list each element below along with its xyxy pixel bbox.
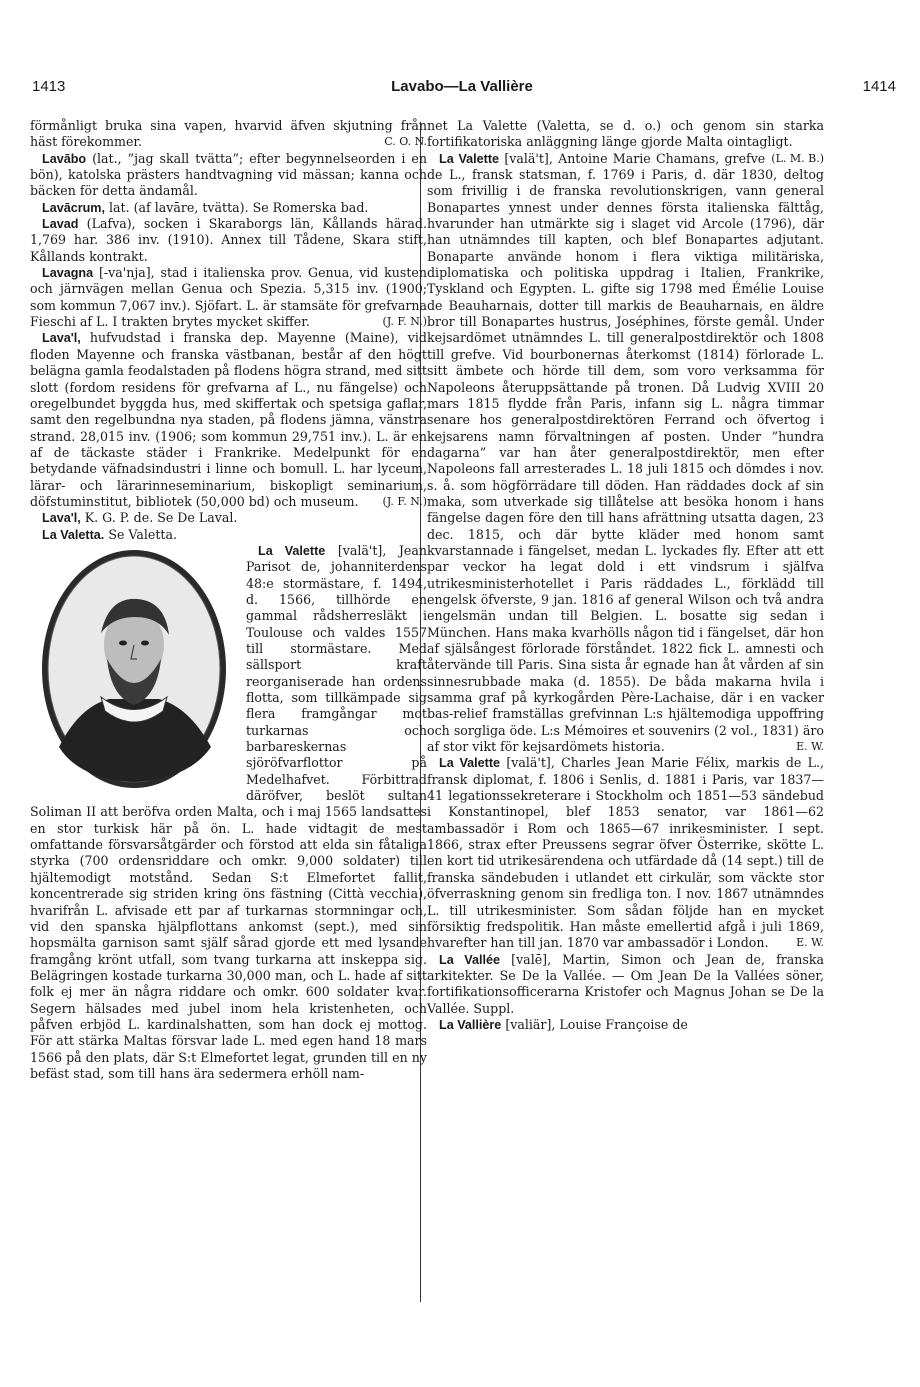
headword: La Valetta. [42, 527, 105, 542]
headword: Lavagna [42, 266, 94, 281]
entry-lavabo: Lavābo (lat., ”jag skall tvätta”; efter begynnelseorden i en bön), katolska prästers handtvagning vid mässan; kanna och bäcken för detta ändamål. [30, 150, 427, 199]
running-title: Lavabo—La Vallière [391, 78, 533, 95]
entry-signature: C. O. N. [384, 135, 427, 149]
entry-laval-city: Lava'l, hufvudstad i franska dep. Mayenne (Maine), vid floden Mayenne och franska västbanan, består af den högt belägna gamla feodalstaden på flodens högra strand, med sitt slott (fordom residens för grefvarna af L., nu fängelse) och oregelbundet byggda hus, med skiffertak och spetsiga gaflar, samt den regelbundna nya staden, på flodens jämna, vänstra strand. 28,015 inv. (1906; som kommun 29,751 inv.). L. är en af de täckaste städer i Frankrike. Medelpunkt för en betydande väfnadsindustri i linne och bomull. L. har lyceum, lärar- och lärarinneseminarium, biskopligt seminarium, döfstuminstitut, bibliotek (50,000 bd) och museum. (J. F. N.) [30, 330, 427, 509]
entry-laval-person: Lava'l, K. G. P. de. Se De Laval. [42, 510, 238, 526]
right-column [427, 118, 824, 1033]
entry-la-valliere: La Vallière [valiär], Louise Françoise de [439, 1016, 688, 1032]
entry-la-valette-charles: La Valette [valä't], Charles Jean Marie Félix, markis de L., fransk diplomat, f. 1806 i Senlis, d. 1881 i Paris, var 1837—41 legationssekreterare i Stockholm och 1851—53 sändebud i Konstantinopel, blef 1853 senator, var 1861—62 ambassadör i Rom och 1865—67 inrikesminister. I sept. 1866, strax efter Preussens segrar öfver Österrike, skötte L. en kort tid utrikesärendena och utfärdade då (14 sept.) till de franska sändebuden i utlandet ett cirkulär, som väckte stor öfverraskning genom sin fredliga ton. I nov. 1867 utnämndes L. till utrikesminister. Som sådan följde han en mycket försiktig fredspolitik. Han måste emellertid afgå i juli 1869, hvarefter han till jan. 1870 var ambassadör i London. E. W. [427, 755, 824, 951]
headword: Lava'l, [42, 331, 81, 346]
headword: La Vallée [439, 952, 501, 967]
headword: La Vallière [439, 1017, 502, 1032]
entry-lavagna: Lavagna [-va'nja], stad i italienska prov. Genua, vid kusten och järnvägen mellan Genua och Spezia. 5,315 inv. (1900; som kommun 7,067 inv.). Sjöfart. L. är stamsäte för grefvarna Fieschi af L. I trakten brytes mycket skiffer. (J. F. N.) [30, 265, 427, 330]
headword: Lavācrum, [42, 200, 105, 215]
entry-la-valette-antoine: La Valette [valä't], Antoine Marie Chamans, grefve de L., fransk statsman, f. 1769 i Paris, d. där 1830, deltog som frivillig i de franska revolutionskrigen, vann general Bonapartes ynnest under dennes första italienska fälttåg, hvarunder han utmärkte sig i slaget vid Arcole (1796), där han utnämndes till kapten, och blef Bonapartes adjutant. Bonaparte använde honom i flera viktiga militäriska, diplomatiska och politiska uppdrag i Italien, Frankrike, Tyskland och Egypten. L. gifte sig 1798 med Émélie Louise de Beauharnais, dotter till markis de Beauharnais, en äldre bror till Bonapartes hustrus, Joséphines, förste gemål. Under kejsardömet utnämndes L. till generalpostdirektör och 1808 till grefve. Vid bourbonernas återkomst (1814) förlorade L. sitt ämbete och hörde till dem, som voro verksamma för Napoleons återuppsättande på tronen. Då Ludvig XVIII 20 mars 1815 flydde från Paris, infann sig L. några timmar senare hos generalpostdirektören Ferrand och öfvertog i kejsarens namn förvaltningen af posten. Under ”hundra dagarna” var han åter generalpostdirektör, men efter Napoleons fall arresterades L. 18 juli 1815 och dömdes i nov. s. å. som högförrädare till döden. Han räddades dock af sin maka, som utverkade sig tillåtelse att besöka honom i hans fängelse dagen före den till hans afrättning utsatta dagen, 23 dec. 1815, och där bytte kläder med honom samt kvarstannade i fängelset, medan L. lyckades fly. Efter att ett par veckor ha legat dold i ett vindsrum i själfva utrikesministerhotellet i Paris räddades L., förklädd till engelsk öfverste, 9 jan. 1816 af general Wilson och två andra engelsmän undan till Belgien. L. bosatte sig sedan i München. Hans maka kvarhölls någon tid i fängelset, där hon af själsångest förlorade förståndet. 1822 fick L. amnesti och återvände till Paris. Sina sista år egnade han åt vården af sin sinnesrubbade maka (d. 1855). De båda makarna hvila i samma graf på kyrkogården Père-Lachaise, där i en vacker bas-relief framställas grefvinnan L:s hjältemodiga uppoffring och sorgliga öde. L:s Mémoires et souvenirs (2 vol., 1831) äro af stor vikt för kejsardömets historia. E. W. [427, 150, 824, 755]
headword: La Valette [439, 151, 500, 166]
headword: Lava'l, [42, 511, 81, 526]
left-column [30, 118, 427, 1082]
entry-lavad: Lavad (Lafva), socken i Skaraborgs län, Kållands härad. 1,769 har. 386 inv. (1910). Annex till Tådene, Skara stift, Kållands kontrakt. [30, 216, 427, 264]
headword: Lavābo [42, 151, 87, 166]
portrait-illustration [30, 547, 238, 795]
headword: La Valette [258, 543, 326, 558]
page-header [28, 78, 896, 100]
page-number-left: 1413 [32, 78, 66, 95]
entry-la-valetta: La Valetta. Se Valetta. [42, 526, 177, 542]
entry-signature: E. W. [796, 740, 824, 754]
entry-continuation: förmånligt bruka sina vapen, hvarvid äfven skjutning från häst förekommer. C. O. N. [30, 118, 427, 150]
entry-signature: (J. F. N.) [382, 494, 427, 508]
page-number-right: 1414 [862, 78, 896, 95]
entry-signature: E. W. [796, 936, 824, 950]
headword: La Valette [439, 756, 501, 771]
portrait-engraving-icon [39, 547, 229, 791]
entry-signature: (J. F. N.) [382, 315, 427, 329]
entry-signature: (L. M. B.) [771, 151, 824, 165]
entry-lavacrum: Lavācrum, lat. (af lavāre, tvätta). Se Romerska bad. [42, 199, 369, 215]
headword: Lavad [42, 217, 79, 232]
entry-la-vallee: La Vallée [valē], Martin, Simon och Jean de, franska arkitekter. Se De la Vallée. — Om Jean De la Vallées söner, fortifikationsofficerarna Kristofer och Magnus Johan se De la Vallée. Suppl. [427, 951, 824, 1016]
entry-continuation: net La Valette (Valetta, se d. o.) och genom sin starka fortifikatoriska anläggning länge gjorde Malta ointagligt. (L. M. B.) [427, 118, 824, 151]
entry-la-valette-jean: La Valette [valä't], Jean Parisot de, johanniterdens 48:e stormästare, f. 1494, d. 1566, tillhörde en gammal rådsherresläkt i Toulouse och valdes 1557 till stormästare. Med sällsport kraft reorganiserade han ordens flotta, som tillkämpade sig flera framgångar mot turkarnas och barbareskernas sjöröfvarflottor på Medelhafvet. Förbittrad däröfver, beslöt sultan Soliman II att beröfva orden Malta, och i maj 1565 landsattes en stor turkisk här på ön. L. hade vidtagit de mest omfattande försvarsåtgärder och förstod att elda sin fåtaliga styrka (700 ordensriddare och omkr. 9,000 soldater) till hjältemodigt motstånd. Sedan S:t Elmefortet fallit, koncentrerade sig striden kring öns fästning (Città vecchia), hvarifrån L. afvisade ett par af turkarnas stormningar och, vid den spanska hjälpflottans ankomst (sept.), med sin hopsmälta garnison samt själf sårad gjorde ett med lysande framgång krönt utfall, som tvang turkarna att inskeppa sig. Belägringen kostade turkarna 30,000 man, och L. hade af sitt folk ej mer än några riddare och omkr. 600 soldater kvar. Segern hälsades med jubel inom hela kristenheten, och påfven erbjöd L. kardinalshatten, som han dock ej mottog. För att stärka Maltas försvar lade L. med egen hand 18 mars 1566 på den plats, där S:t Elmefortet legat, grunden till en ny befäst stad, som till hans ära sedermera erhöll nam- [30, 542, 427, 1081]
